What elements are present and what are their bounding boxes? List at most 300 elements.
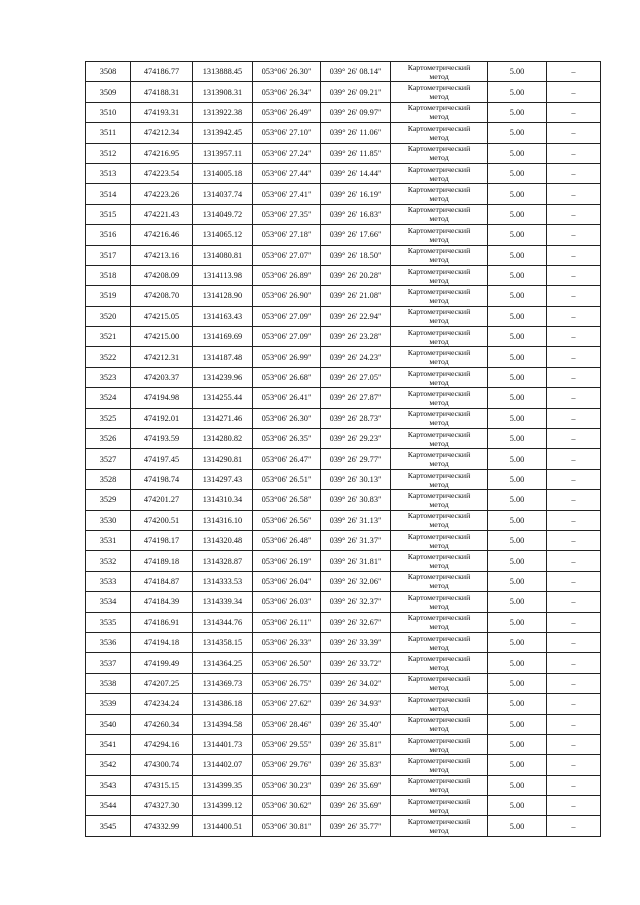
accuracy-cell: 5.00 bbox=[488, 775, 547, 795]
y-coordinate-cell: 1314369.73 bbox=[193, 673, 253, 693]
method-cell bbox=[391, 62, 488, 82]
x-coordinate-cell: 474188.31 bbox=[131, 82, 193, 102]
latitude-cell: 053°06' 26.30" bbox=[253, 62, 321, 82]
point-number-cell: 3519 bbox=[86, 286, 131, 306]
method-line-2: метод bbox=[429, 377, 449, 387]
method-line-2: метод bbox=[429, 764, 449, 774]
method-line-1: Картометрический bbox=[407, 144, 471, 154]
y-coordinate-cell: 1314280.82 bbox=[193, 429, 253, 449]
method-line-2: метод bbox=[429, 71, 449, 81]
accuracy-cell: 5.00 bbox=[488, 388, 547, 408]
accuracy-cell: 5.00 bbox=[488, 123, 547, 143]
accuracy-cell: 5.00 bbox=[488, 245, 547, 265]
longitude-cell: 039° 26' 34.02" bbox=[321, 673, 391, 693]
longitude-cell: 039° 26' 32.67" bbox=[321, 612, 391, 632]
y-coordinate-cell: 1314113.98 bbox=[193, 265, 253, 285]
y-coordinate-cell: 1314320.48 bbox=[193, 530, 253, 550]
method-line-2: метод bbox=[429, 92, 449, 102]
method-line-1: Картометрический bbox=[407, 552, 471, 562]
longitude-cell: 039° 26' 11.85" bbox=[321, 143, 391, 163]
latitude-cell: 053°06' 26.68" bbox=[253, 367, 321, 387]
method-cell bbox=[391, 592, 488, 612]
x-coordinate-cell: 474216.95 bbox=[131, 143, 193, 163]
method-line-2: метод bbox=[429, 622, 449, 632]
table-row bbox=[86, 408, 601, 428]
y-coordinate-cell: 1313922.38 bbox=[193, 102, 253, 122]
point-number-cell: 3517 bbox=[86, 245, 131, 265]
latitude-cell: 053°06' 27.44" bbox=[253, 163, 321, 183]
x-coordinate-cell: 474184.39 bbox=[131, 592, 193, 612]
x-coordinate-cell: 474207.25 bbox=[131, 673, 193, 693]
latitude-cell: 053°06' 30.23" bbox=[253, 775, 321, 795]
method-line-2: метод bbox=[429, 234, 449, 244]
point-number-cell: 3540 bbox=[86, 714, 131, 734]
latitude-cell: 053°06' 27.10" bbox=[253, 123, 321, 143]
note-cell: – bbox=[547, 347, 601, 367]
accuracy-cell: 5.00 bbox=[488, 490, 547, 510]
latitude-cell: 053°06' 26.58" bbox=[253, 490, 321, 510]
note-cell: – bbox=[547, 408, 601, 428]
method-cell bbox=[391, 388, 488, 408]
y-coordinate-cell: 1314187.48 bbox=[193, 347, 253, 367]
x-coordinate-cell: 474198.17 bbox=[131, 530, 193, 550]
point-number-cell: 3524 bbox=[86, 388, 131, 408]
method-cell bbox=[391, 82, 488, 102]
point-number-cell: 3515 bbox=[86, 204, 131, 224]
method-line-2: метод bbox=[429, 785, 449, 795]
table-row bbox=[86, 306, 601, 326]
accuracy-cell: 5.00 bbox=[488, 755, 547, 775]
table-row bbox=[86, 653, 601, 673]
note-cell: – bbox=[547, 82, 601, 102]
method-cell bbox=[391, 653, 488, 673]
longitude-cell: 039° 26' 23.28" bbox=[321, 327, 391, 347]
longitude-cell: 039° 26' 16.19" bbox=[321, 184, 391, 204]
method-line-2: метод bbox=[429, 194, 449, 204]
method-line-2: метод bbox=[429, 826, 449, 836]
method-cell bbox=[391, 327, 488, 347]
x-coordinate-cell: 474194.18 bbox=[131, 632, 193, 652]
method-line-2: метод bbox=[429, 683, 449, 693]
method-line-2: метод bbox=[429, 214, 449, 224]
method-cell bbox=[391, 123, 488, 143]
method-cell bbox=[391, 673, 488, 693]
method-line-1: Картометрический bbox=[407, 429, 471, 439]
table-row bbox=[86, 734, 601, 754]
x-coordinate-cell: 474208.09 bbox=[131, 265, 193, 285]
note-cell: – bbox=[547, 204, 601, 224]
table-row bbox=[86, 123, 601, 143]
method-line-1: Картометрический bbox=[407, 592, 471, 602]
latitude-cell: 053°06' 26.49" bbox=[253, 102, 321, 122]
y-coordinate-cell: 1314358.15 bbox=[193, 632, 253, 652]
method-line-1: Картометрический bbox=[407, 205, 471, 215]
method-line-2: метод bbox=[429, 438, 449, 448]
note-cell: – bbox=[547, 755, 601, 775]
note-cell: – bbox=[547, 490, 601, 510]
y-coordinate-cell: 1314065.12 bbox=[193, 225, 253, 245]
table-row bbox=[86, 469, 601, 489]
y-coordinate-cell: 1313957.11 bbox=[193, 143, 253, 163]
y-coordinate-cell: 1314239.96 bbox=[193, 367, 253, 387]
table-row bbox=[86, 286, 601, 306]
method-cell bbox=[391, 734, 488, 754]
table-row bbox=[86, 755, 601, 775]
method-line-2: метод bbox=[429, 132, 449, 142]
method-line-2: метод bbox=[429, 173, 449, 183]
y-coordinate-cell: 1314163.43 bbox=[193, 306, 253, 326]
point-number-cell: 3518 bbox=[86, 265, 131, 285]
method-line-1: Картометрический bbox=[407, 654, 471, 664]
accuracy-cell: 5.00 bbox=[488, 796, 547, 816]
longitude-cell: 039° 26' 32.37" bbox=[321, 592, 391, 612]
point-number-cell: 3516 bbox=[86, 225, 131, 245]
y-coordinate-cell: 1314316.10 bbox=[193, 510, 253, 530]
accuracy-cell: 5.00 bbox=[488, 62, 547, 82]
latitude-cell: 053°06' 26.33" bbox=[253, 632, 321, 652]
table-row bbox=[86, 184, 601, 204]
y-coordinate-cell: 1314310.34 bbox=[193, 490, 253, 510]
longitude-cell: 039° 26' 31.37" bbox=[321, 530, 391, 550]
note-cell: – bbox=[547, 265, 601, 285]
note-cell: – bbox=[547, 388, 601, 408]
method-line-1: Картометрический bbox=[407, 368, 471, 378]
longitude-cell: 039° 26' 31.13" bbox=[321, 510, 391, 530]
note-cell: – bbox=[547, 449, 601, 469]
accuracy-cell: 5.00 bbox=[488, 714, 547, 734]
latitude-cell: 053°06' 26.41" bbox=[253, 388, 321, 408]
y-coordinate-cell: 1314037.74 bbox=[193, 184, 253, 204]
y-coordinate-cell: 1314128.90 bbox=[193, 286, 253, 306]
note-cell: – bbox=[547, 429, 601, 449]
longitude-cell: 039° 26' 35.69" bbox=[321, 796, 391, 816]
latitude-cell: 053°06' 26.35" bbox=[253, 429, 321, 449]
table-row bbox=[86, 490, 601, 510]
longitude-cell: 039° 26' 20.28" bbox=[321, 265, 391, 285]
method-line-1: Картометрический bbox=[407, 674, 471, 684]
y-coordinate-cell: 1314255.44 bbox=[193, 388, 253, 408]
latitude-cell: 053°06' 30.81" bbox=[253, 816, 321, 836]
latitude-cell: 053°06' 26.48" bbox=[253, 530, 321, 550]
longitude-cell: 039° 26' 27.05" bbox=[321, 367, 391, 387]
latitude-cell: 053°06' 27.18" bbox=[253, 225, 321, 245]
point-number-cell: 3509 bbox=[86, 82, 131, 102]
accuracy-cell: 5.00 bbox=[488, 673, 547, 693]
method-cell bbox=[391, 632, 488, 652]
table-row bbox=[86, 551, 601, 571]
table-row bbox=[86, 510, 601, 530]
y-coordinate-cell: 1314333.53 bbox=[193, 571, 253, 591]
y-coordinate-cell: 1314080.81 bbox=[193, 245, 253, 265]
table-row bbox=[86, 204, 601, 224]
latitude-cell: 053°06' 27.24" bbox=[253, 143, 321, 163]
point-number-cell: 3537 bbox=[86, 653, 131, 673]
x-coordinate-cell: 474332.99 bbox=[131, 816, 193, 836]
accuracy-cell: 5.00 bbox=[488, 694, 547, 714]
x-coordinate-cell: 474186.91 bbox=[131, 612, 193, 632]
table-row bbox=[86, 449, 601, 469]
latitude-cell: 053°06' 26.75" bbox=[253, 673, 321, 693]
longitude-cell: 039° 26' 35.69" bbox=[321, 775, 391, 795]
method-line-2: метод bbox=[429, 295, 449, 305]
point-number-cell: 3514 bbox=[86, 184, 131, 204]
x-coordinate-cell: 474208.70 bbox=[131, 286, 193, 306]
point-number-cell: 3530 bbox=[86, 510, 131, 530]
note-cell: – bbox=[547, 306, 601, 326]
x-coordinate-cell: 474294.16 bbox=[131, 734, 193, 754]
point-number-cell: 3531 bbox=[86, 530, 131, 550]
x-coordinate-cell: 474215.00 bbox=[131, 327, 193, 347]
point-number-cell: 3523 bbox=[86, 367, 131, 387]
x-coordinate-cell: 474199.49 bbox=[131, 653, 193, 673]
y-coordinate-cell: 1314402.07 bbox=[193, 755, 253, 775]
accuracy-cell: 5.00 bbox=[488, 184, 547, 204]
latitude-cell: 053°06' 27.62" bbox=[253, 694, 321, 714]
table-row bbox=[86, 225, 601, 245]
method-line-2: метод bbox=[429, 479, 449, 489]
accuracy-cell: 5.00 bbox=[488, 204, 547, 224]
y-coordinate-cell: 1314399.35 bbox=[193, 775, 253, 795]
longitude-cell: 039° 26' 35.40" bbox=[321, 714, 391, 734]
method-line-1: Картометрический bbox=[407, 225, 471, 235]
y-coordinate-cell: 1313942.45 bbox=[193, 123, 253, 143]
y-coordinate-cell: 1314339.34 bbox=[193, 592, 253, 612]
method-line-1: Картометрический bbox=[407, 817, 471, 827]
method-cell bbox=[391, 490, 488, 510]
table-row bbox=[86, 592, 601, 612]
method-line-1: Картометрический bbox=[407, 511, 471, 521]
accuracy-cell: 5.00 bbox=[488, 143, 547, 163]
latitude-cell: 053°06' 26.47" bbox=[253, 449, 321, 469]
latitude-cell: 053°06' 26.34" bbox=[253, 82, 321, 102]
longitude-cell: 039° 26' 29.23" bbox=[321, 429, 391, 449]
y-coordinate-cell: 1314364.25 bbox=[193, 653, 253, 673]
method-line-2: метод bbox=[429, 744, 449, 754]
method-cell bbox=[391, 102, 488, 122]
note-cell: – bbox=[547, 327, 601, 347]
y-coordinate-cell: 1314328.87 bbox=[193, 551, 253, 571]
note-cell: – bbox=[547, 775, 601, 795]
note-cell: – bbox=[547, 367, 601, 387]
method-cell bbox=[391, 286, 488, 306]
longitude-cell: 039° 26' 34.93" bbox=[321, 694, 391, 714]
method-cell bbox=[391, 551, 488, 571]
accuracy-cell: 5.00 bbox=[488, 551, 547, 571]
longitude-cell: 039° 26' 29.77" bbox=[321, 449, 391, 469]
latitude-cell: 053°06' 26.90" bbox=[253, 286, 321, 306]
accuracy-cell: 5.00 bbox=[488, 367, 547, 387]
x-coordinate-cell: 474216.46 bbox=[131, 225, 193, 245]
longitude-cell: 039° 26' 24.23" bbox=[321, 347, 391, 367]
table-row bbox=[86, 694, 601, 714]
method-line-1: Картометрический bbox=[407, 409, 471, 419]
method-cell bbox=[391, 265, 488, 285]
x-coordinate-cell: 474212.31 bbox=[131, 347, 193, 367]
method-line-1: Картометрический bbox=[407, 572, 471, 582]
method-cell bbox=[391, 510, 488, 530]
coordinates-table bbox=[85, 61, 601, 837]
x-coordinate-cell: 474198.74 bbox=[131, 469, 193, 489]
method-cell bbox=[391, 367, 488, 387]
y-coordinate-cell: 1314290.81 bbox=[193, 449, 253, 469]
method-cell bbox=[391, 694, 488, 714]
latitude-cell: 053°06' 26.51" bbox=[253, 469, 321, 489]
method-line-1: Картометрический bbox=[407, 694, 471, 704]
note-cell: – bbox=[547, 123, 601, 143]
note-cell: – bbox=[547, 225, 601, 245]
y-coordinate-cell: 1314297.43 bbox=[193, 469, 253, 489]
table-row bbox=[86, 632, 601, 652]
table-row bbox=[86, 163, 601, 183]
table-row bbox=[86, 673, 601, 693]
table-row bbox=[86, 265, 601, 285]
method-line-2: метод bbox=[429, 336, 449, 346]
accuracy-cell: 5.00 bbox=[488, 163, 547, 183]
latitude-cell: 053°06' 26.03" bbox=[253, 592, 321, 612]
table-row bbox=[86, 62, 601, 82]
accuracy-cell: 5.00 bbox=[488, 225, 547, 245]
longitude-cell: 039° 26' 09.97" bbox=[321, 102, 391, 122]
latitude-cell: 053°06' 27.07" bbox=[253, 245, 321, 265]
accuracy-cell: 5.00 bbox=[488, 82, 547, 102]
method-line-1: Картометрический bbox=[407, 633, 471, 643]
point-number-cell: 3535 bbox=[86, 612, 131, 632]
point-number-cell: 3525 bbox=[86, 408, 131, 428]
longitude-cell: 039° 26' 08.14" bbox=[321, 62, 391, 82]
point-number-cell: 3532 bbox=[86, 551, 131, 571]
x-coordinate-cell: 474192.01 bbox=[131, 408, 193, 428]
latitude-cell: 053°06' 26.56" bbox=[253, 510, 321, 530]
note-cell: – bbox=[547, 632, 601, 652]
point-number-cell: 3527 bbox=[86, 449, 131, 469]
point-number-cell: 3513 bbox=[86, 163, 131, 183]
method-line-1: Картометрический bbox=[407, 755, 471, 765]
point-number-cell: 3544 bbox=[86, 796, 131, 816]
x-coordinate-cell: 474212.34 bbox=[131, 123, 193, 143]
method-line-1: Картометрический bbox=[407, 776, 471, 786]
longitude-cell: 039° 26' 21.08" bbox=[321, 286, 391, 306]
note-cell: – bbox=[547, 510, 601, 530]
method-line-2: метод bbox=[429, 805, 449, 815]
x-coordinate-cell: 474203.37 bbox=[131, 367, 193, 387]
table-row bbox=[86, 775, 601, 795]
method-line-1: Картометрический bbox=[407, 715, 471, 725]
method-line-1: Картометрический bbox=[407, 796, 471, 806]
method-line-1: Картометрический bbox=[407, 286, 471, 296]
method-cell bbox=[391, 530, 488, 550]
latitude-cell: 053°06' 27.41" bbox=[253, 184, 321, 204]
x-coordinate-cell: 474221.43 bbox=[131, 204, 193, 224]
longitude-cell: 039° 26' 33.39" bbox=[321, 632, 391, 652]
point-number-cell: 3512 bbox=[86, 143, 131, 163]
method-cell bbox=[391, 775, 488, 795]
method-line-2: метод bbox=[429, 561, 449, 571]
method-line-2: метод bbox=[429, 601, 449, 611]
point-number-cell: 3520 bbox=[86, 306, 131, 326]
method-cell bbox=[391, 225, 488, 245]
latitude-cell: 053°06' 27.09" bbox=[253, 306, 321, 326]
latitude-cell: 053°06' 26.04" bbox=[253, 571, 321, 591]
method-line-1: Картометрический bbox=[407, 450, 471, 460]
table-row bbox=[86, 347, 601, 367]
x-coordinate-cell: 474186.77 bbox=[131, 62, 193, 82]
x-coordinate-cell: 474315.15 bbox=[131, 775, 193, 795]
method-line-2: метод bbox=[429, 520, 449, 530]
note-cell: – bbox=[547, 184, 601, 204]
method-cell bbox=[391, 347, 488, 367]
method-cell bbox=[391, 796, 488, 816]
method-line-1: Картометрический bbox=[407, 490, 471, 500]
accuracy-cell: 5.00 bbox=[488, 429, 547, 449]
method-line-1: Картометрический bbox=[407, 185, 471, 195]
latitude-cell: 053°06' 26.30" bbox=[253, 408, 321, 428]
note-cell: – bbox=[547, 530, 601, 550]
method-cell bbox=[391, 755, 488, 775]
x-coordinate-cell: 474213.16 bbox=[131, 245, 193, 265]
point-number-cell: 3536 bbox=[86, 632, 131, 652]
method-line-1: Картометрический bbox=[407, 123, 471, 133]
longitude-cell: 039° 26' 35.77" bbox=[321, 816, 391, 836]
latitude-cell: 053°06' 29.76" bbox=[253, 755, 321, 775]
note-cell: – bbox=[547, 653, 601, 673]
method-line-2: метод bbox=[429, 642, 449, 652]
table-row bbox=[86, 367, 601, 387]
note-cell: – bbox=[547, 592, 601, 612]
longitude-cell: 039° 26' 30.13" bbox=[321, 469, 391, 489]
note-cell: – bbox=[547, 551, 601, 571]
y-coordinate-cell: 1313888.45 bbox=[193, 62, 253, 82]
method-line-2: метод bbox=[429, 581, 449, 591]
accuracy-cell: 5.00 bbox=[488, 327, 547, 347]
accuracy-cell: 5.00 bbox=[488, 592, 547, 612]
method-line-2: метод bbox=[429, 499, 449, 509]
y-coordinate-cell: 1314399.12 bbox=[193, 796, 253, 816]
y-coordinate-cell: 1314400.51 bbox=[193, 816, 253, 836]
method-cell bbox=[391, 143, 488, 163]
accuracy-cell: 5.00 bbox=[488, 653, 547, 673]
x-coordinate-cell: 474215.05 bbox=[131, 306, 193, 326]
point-number-cell: 3543 bbox=[86, 775, 131, 795]
note-cell: – bbox=[547, 571, 601, 591]
accuracy-cell: 5.00 bbox=[488, 816, 547, 836]
table-row bbox=[86, 82, 601, 102]
longitude-cell: 039° 26' 22.94" bbox=[321, 306, 391, 326]
method-cell bbox=[391, 449, 488, 469]
table-row bbox=[86, 102, 601, 122]
longitude-cell: 039° 26' 14.44" bbox=[321, 163, 391, 183]
latitude-cell: 053°06' 28.46" bbox=[253, 714, 321, 734]
longitude-cell: 039° 26' 35.81" bbox=[321, 734, 391, 754]
method-cell bbox=[391, 184, 488, 204]
method-line-1: Картометрический bbox=[407, 246, 471, 256]
y-coordinate-cell: 1314049.72 bbox=[193, 204, 253, 224]
point-number-cell: 3522 bbox=[86, 347, 131, 367]
point-number-cell: 3542 bbox=[86, 755, 131, 775]
note-cell: – bbox=[547, 612, 601, 632]
point-number-cell: 3545 bbox=[86, 816, 131, 836]
accuracy-cell: 5.00 bbox=[488, 408, 547, 428]
note-cell: – bbox=[547, 816, 601, 836]
method-line-1: Картометрический bbox=[407, 62, 471, 72]
y-coordinate-cell: 1314344.76 bbox=[193, 612, 253, 632]
longitude-cell: 039° 26' 32.06" bbox=[321, 571, 391, 591]
method-line-1: Картометрический bbox=[407, 164, 471, 174]
longitude-cell: 039° 26' 16.83" bbox=[321, 204, 391, 224]
table-row bbox=[86, 571, 601, 591]
x-coordinate-cell: 474184.87 bbox=[131, 571, 193, 591]
y-coordinate-cell: 1314394.58 bbox=[193, 714, 253, 734]
note-cell: – bbox=[547, 163, 601, 183]
